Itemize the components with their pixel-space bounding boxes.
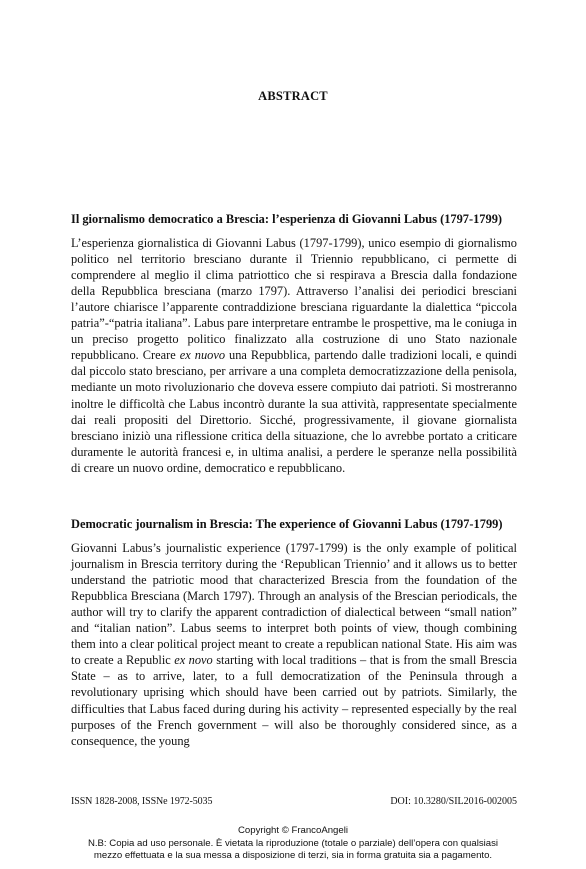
body-text-part: una Repubblica, partendo dalle tradizioni locali, e quindi dal piccolo stato bresciano, per arrivare a una completa democratizzazione della penisola, mediante un moto rivoluzionario che doveva essere compiuto dai patrioti. Si mostreranno inoltre le difficoltà che Labus incontrò durante la sua attività, rappresentate specialmente dai reali propositi del Direttorio. Sicché, progressivamente, il giovane giornalista bresciano iniziò una riflessione critica della situazione, che lo avrebbe portato a criticare duramente le autorità francesi e, in ultima analisi, a perdere le speranze nella possibilità di creare un nuovo ordine, democratico e repubblicano. [71,348,517,475]
body-text-part: Giovanni Labus’s journalistic experience (1797-1799) is the only example of political journalism in Brescia territory during the ‘Republican Triennio’ and it allows us to better understand the patriotic mood that characterized Brescia from the foundation of the Repubblica Bresciana (March 1797). Through an analysis of the Brescian periodicals, the author will try to clarify the apparent contradiction of dialectical between “small nation” and “italian nation”. Labus seems to interpret both points of view, though combining them into a clear political project meant to create a republican national State. His aim was to create a Republic [71,540,517,668]
body-italic-term: ex nuovo [179,348,226,363]
section-title-italian: Il giornalismo democratico a Brescia: l’esperienza di Giovanni Labus (1797-1799) [71,212,503,226]
usage-notice-line-1: N.B: Copia ad uso personale. È vietata la riproduzione (totale o parziale) dell’opera con qualsiasi [87,838,499,849]
copyright-line: Copyright © FrancoAngeli [238,825,348,836]
usage-notice-line-2: mezzo effettuata e la sua messa a disposizione di terzi, sia in forma gratuita sia a pagamento. [93,850,493,861]
issn-line: ISSN 1828-2008, ISSNe 1972-5035 [71,796,213,807]
body-italic-term: ex novo [174,653,213,668]
abstract-section-english [71,517,517,749]
body-text-part: starting with local traditions – that is from the small Brescia State – as to arrive, later, to a full democratization of the Peninsula through a revolutionary uprising which should have been carried out by patriots. Similarly, the difficulties that Labus faced during during his activity – represented especially by the real purposes of the French government – will also be thoroughly considered since, as a consequence, the young [71,653,517,748]
doi-line: DOI: 10.3280/SIL2016-002005 [390,796,517,807]
abstract-heading: ABSTRACT [258,89,328,103]
body-text-part: L’esperienza giornalistica di Giovanni Labus (1797-1799), unico esempio di giornalismo politico nel territorio bresciano durante il Triennio repubblicano, ci permette di comprendere al meglio il clima patriottico che si respirava a Brescia dalla fondazione della Repubblica bresciana (marzo 1797). Attraverso l’analisi dei periodici bresciani l’autore chiarisce l’apparente contraddizione bresciana riguardante la dialettica “piccola patria”-“patria italiana”. Labus pare interpretare entrambe le prospettive, ma le coniuga in un preciso progetto politico finalizzato alla costruzione di uno Stato nazionale repubblicano. Creare [71,235,517,363]
section-body-english [71,540,517,749]
section-body-italian [71,235,517,476]
abstract-section-italian [71,212,517,476]
section-title-english: Democratic journalism in Brescia: The experience of Giovanni Labus (1797-1799) [71,517,503,531]
